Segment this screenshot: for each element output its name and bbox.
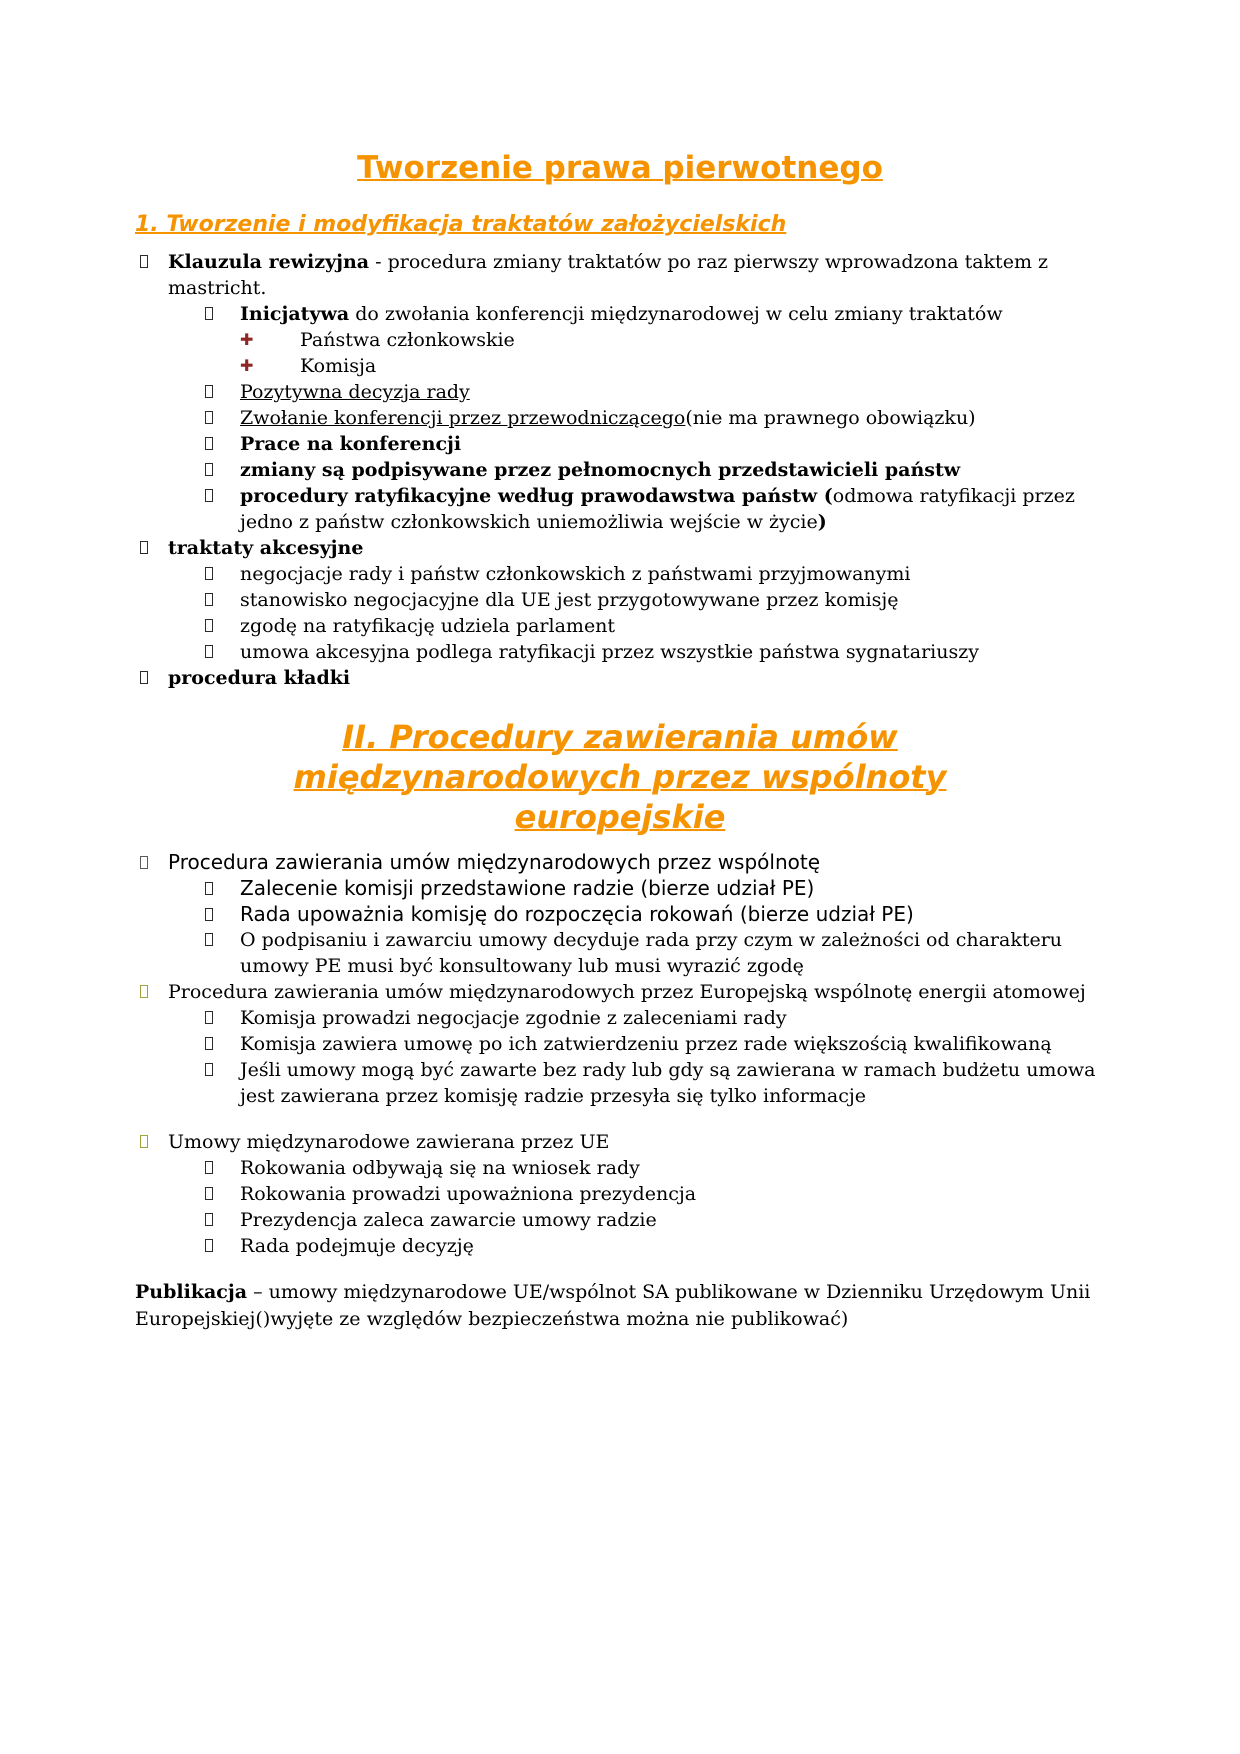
- umowa-akcesyjna-text: umowa akcesyjna podlega ratyfikacji przez wszystkie państwa sygnatariuszy: [240, 641, 979, 663]
- inicjatywa-rest-text: do zwołania konferencji międzynarodowej w celu zmiany traktatów: [349, 303, 1003, 325]
- procedury-bold-text: procedury ratyfikacyjne według prawodawstwa państw (: [240, 485, 833, 507]
- bullet-box-icon: [205, 1213, 213, 1226]
- rada-decyzja-text: Rada podejmuje decyzję: [240, 1235, 474, 1257]
- bullet-box-icon: [205, 645, 213, 658]
- list-item-klauzula: [135, 249, 1105, 301]
- ue-text: Umowy międzynarodowe zawierana przez UE: [168, 1131, 610, 1153]
- list-item-rada-decyzja: [135, 1233, 1105, 1259]
- list-item-rokowania-prezydencja: [135, 1181, 1105, 1207]
- komisja-text: Komisja: [300, 355, 377, 377]
- bullet-box-icon: [205, 882, 213, 895]
- bullet-box-icon: [205, 933, 213, 946]
- list-item-zgoda: [135, 613, 1105, 639]
- section1-heading: 1. Tworzenie i modyfikacja traktatów założycielskich: [135, 212, 787, 237]
- list-item-kladka: [135, 665, 1105, 691]
- list-item-rokowania-wniosek: [135, 1155, 1105, 1181]
- bullet-box-icon: [205, 1239, 213, 1252]
- klauzula-bold-text: Klauzula rewizyjna: [168, 251, 370, 273]
- inicjatywa-bold-text: Inicjatywa: [240, 303, 350, 325]
- list-item-inicjatywa: [135, 301, 1105, 327]
- stanowisko-text: stanowisko negocjacyjne dla UE jest przygotowywane przez komisję: [240, 589, 899, 611]
- kladka-text: procedura kładki: [168, 667, 351, 689]
- list-item-podpisanie: [135, 927, 1105, 979]
- rokowania-wniosek-text: Rokowania odbywają się na wniosek rady: [240, 1157, 640, 1179]
- list-item-jesli: [135, 1057, 1105, 1109]
- euratom-text: Procedura zawierania umów międzynarodowych przez Europejską wspólnotę energii atomowej: [168, 981, 1086, 1003]
- bullet-box-icon: [205, 593, 213, 606]
- procedury-rest-text: odmowa ratyfikacji przez jedno z państw członkowskich uniemożliwia wejście w życie: [240, 485, 1075, 533]
- bullet-box-icon: [205, 1037, 213, 1050]
- zgoda-text: zgodę na ratyfikację udziela parlament: [240, 615, 616, 637]
- list-item-pozytywna: [135, 379, 1105, 405]
- bullet-box-icon: [205, 1063, 213, 1076]
- list-item-umowa-akcesyjna: [135, 639, 1105, 665]
- bullet-box-icon: [205, 1187, 213, 1200]
- list-item-prezydencja-zaleca: [135, 1207, 1105, 1233]
- publikacja-bold-text: Publikacja: [135, 1281, 248, 1303]
- prace-text: Prace na konferencji: [240, 433, 462, 455]
- zalecenie-text: Zalecenie komisji przedstawione radzie (bierze udział PE): [240, 876, 815, 900]
- list-item-traktaty: [135, 535, 1105, 561]
- komisja-zawiera-text: Komisja zawiera umowę po ich zatwierdzeniu przez rade większością kwalifikowaną: [240, 1033, 1052, 1055]
- bullet-box-icon: [205, 437, 213, 450]
- bullet-box-icon: [140, 1135, 148, 1148]
- bullet-box-icon: [205, 908, 213, 921]
- bullet-box-icon: [140, 541, 148, 554]
- list-item-zalecenie: [135, 875, 1105, 901]
- bullet-box-icon: [205, 489, 213, 502]
- bullet-box-icon: [205, 385, 213, 398]
- list-item-stanowisko: [135, 587, 1105, 613]
- podpisanie-text: O podpisaniu i zawarciu umowy decyduje rada przy czym w zależności od charakteru umowy PE musi być konsultowany lub musi wyrazić zgodę: [240, 929, 1063, 977]
- list-item-procedury: [135, 483, 1105, 535]
- pozytywna-text: Pozytywna decyzja rady: [240, 381, 470, 403]
- list-item-ue: [135, 1129, 1105, 1155]
- komisja-negocjacje-text: Komisja prowadzi negocjacje zgodnie z zaleceniami rady: [240, 1007, 787, 1029]
- bullet-box-icon: [205, 567, 213, 580]
- rokowania-prezydencja-text: Rokowania prowadzi upoważniona prezydencja: [240, 1183, 697, 1205]
- cross-bullet-icon: ✚: [240, 330, 254, 349]
- panstwa-text: Państwa członkowskie: [300, 329, 515, 351]
- bullet-box-icon: [205, 1161, 213, 1174]
- list-item-rada-upowaznia: [135, 901, 1105, 927]
- bullet-box-icon: [140, 856, 148, 869]
- procedury-close-text: ): [817, 511, 827, 533]
- negocjacje-text: negocjacje rady i państw członkowskich z państwami przyjmowanymi: [240, 563, 911, 585]
- list-item-prace: [135, 431, 1105, 457]
- publikacja-rest-text: – umowy międzynarodowe UE/wspólnot SA publikowane w Dzienniku Urzędowym Unii Europejskiej()wyjęte ze względów bezpieczeństwa można nie publikować): [135, 1281, 1091, 1330]
- jesli-text: Jeśli umowy mogą być zawarte bez rady lub gdy są zawierana w ramach budżetu umowa jest zawierana przez komisję radzie przesyła się tylko informacje: [240, 1059, 1096, 1107]
- bullet-box-icon: [205, 463, 213, 476]
- publikacja-paragraph: [135, 1279, 1105, 1333]
- list-item-negocjacje: [135, 561, 1105, 587]
- bullet-box-icon: [205, 307, 213, 320]
- list-item-komisja-zawiera: [135, 1031, 1105, 1057]
- bullet-box-icon: [205, 1011, 213, 1024]
- prezydencja-zaleca-text: Prezydencja zaleca zawarcie umowy radzie: [240, 1209, 657, 1231]
- wspolnota-text: Procedura zawierania umów międzynarodowych przez wspólnotę: [168, 850, 821, 874]
- section2-heading: II. Procedury zawierania umów międzynarodowych przez wspólnoty europejskie: [293, 718, 947, 836]
- bullet-box-icon: [205, 411, 213, 424]
- list-item-wspolnota: [135, 849, 1105, 875]
- cross-bullet-icon: ✚: [240, 356, 254, 375]
- zwolanie-underlined-text: Zwołanie konferencji przez przewodniczącego: [240, 407, 686, 429]
- zmiany-text: zmiany są podpisywane przez pełnomocnych przedstawicieli państw: [240, 459, 961, 481]
- bullet-box-icon: [205, 619, 213, 632]
- list-item-komisja: [135, 353, 1105, 379]
- page-title: Tworzenie prawa pierwotnego: [357, 150, 883, 186]
- zwolanie-rest-text: (nie ma prawnego obowiązku): [685, 407, 976, 429]
- list-item-euratom: [135, 979, 1105, 1005]
- bullet-box-icon: [140, 985, 148, 998]
- list-item-panstwa: [135, 327, 1105, 353]
- rada-upowaznia-text: Rada upoważnia komisję do rozpoczęcia rokowań (bierze udział PE): [240, 902, 914, 926]
- bullet-box-icon: [140, 671, 148, 684]
- klauzula-rest-text: - procedura zmiany traktatów po raz pierwszy wprowadzona taktem z mastricht.: [168, 251, 1049, 299]
- bullet-box-icon: [140, 255, 148, 268]
- traktaty-text: traktaty akcesyjne: [168, 537, 364, 559]
- list-item-zmiany: [135, 457, 1105, 483]
- list-item-zwolanie: [135, 405, 1105, 431]
- list-item-komisja-negocjacje: [135, 1005, 1105, 1031]
